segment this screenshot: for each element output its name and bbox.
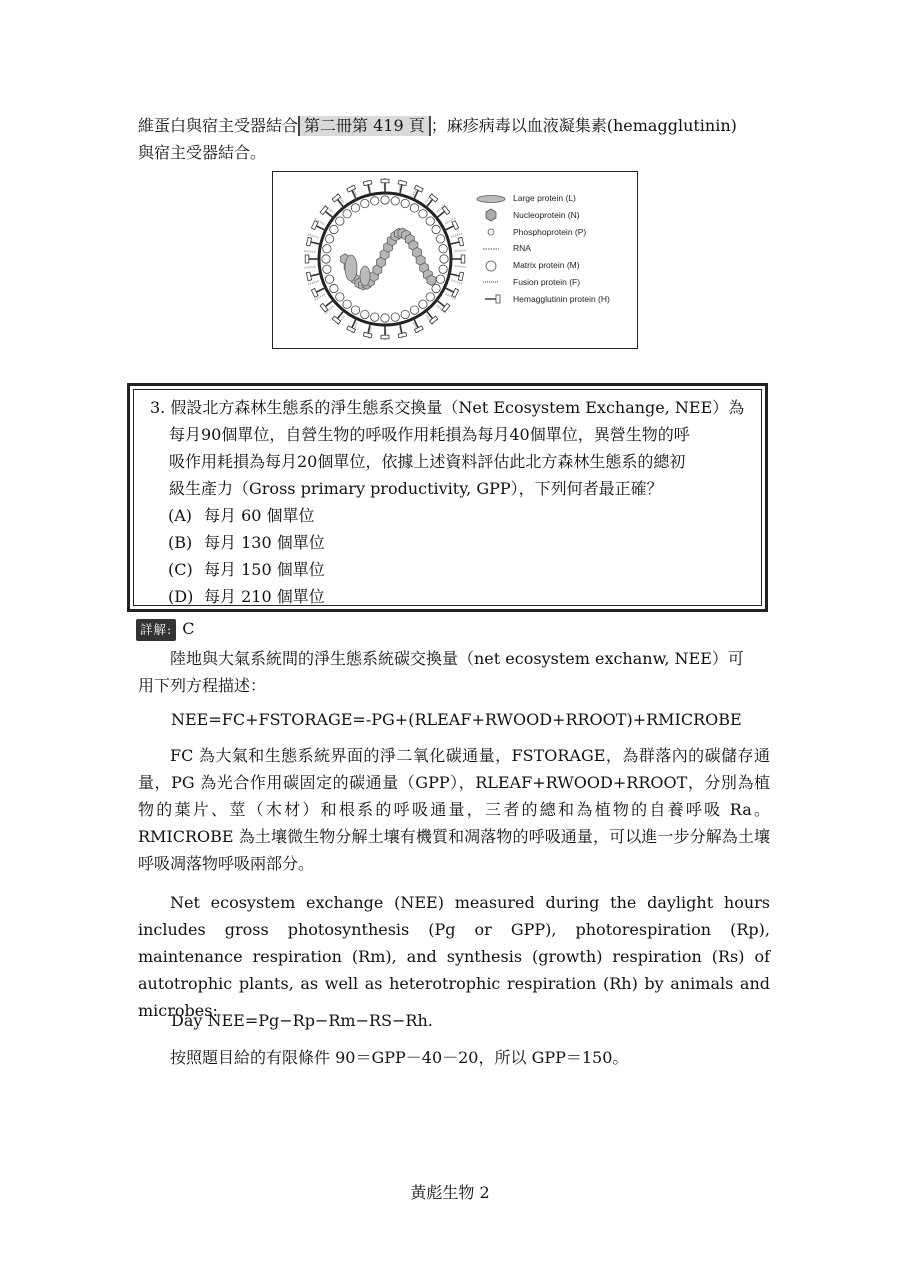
legend-row: Large protein (L) xyxy=(513,193,576,203)
page-footer: 黃彪生物 2 xyxy=(410,1183,490,1202)
intro-paragraph xyxy=(138,112,770,166)
answer-value: C xyxy=(182,619,195,638)
intro-text-line2: 與宿主受器結合。 xyxy=(138,143,267,162)
figure-legend xyxy=(513,190,610,308)
question-box xyxy=(127,383,768,612)
legend-icons xyxy=(471,172,511,348)
day-nee-equation: Day NEE=Pg−Rp−Rm−RS−Rh. xyxy=(171,1011,433,1030)
nucleoprotein-icon xyxy=(486,209,496,221)
question-number: 3. xyxy=(150,398,166,417)
question-text xyxy=(150,394,755,610)
question-line: 級生產力（Gross primary productivity, GPP），下列何者最正確？ xyxy=(169,479,663,498)
explanation-paragraph-1: 陸地與大氣系統間的淨生態系統碳交換量（net ecosystem exchanw, NEE）可 用下列方程描述： xyxy=(138,649,744,695)
textbook-reference: 第二冊第 419 頁 xyxy=(298,116,431,136)
option-d: (D) 每月 210 個單位 xyxy=(168,587,325,606)
legend-row: Phosphoprotein (P) xyxy=(513,226,587,237)
answer-tag: 詳解: xyxy=(136,619,176,641)
phosphoprotein-icon xyxy=(488,229,494,235)
explanation-conclusion: 按照題目給的有限條件 90＝GPP－40－20，所以 GPP＝150。 xyxy=(170,1048,629,1067)
option-a: (A) 每月 60 個單位 xyxy=(168,506,315,525)
intro-text-pre: 維蛋白與宿主受器結合 xyxy=(138,116,299,135)
legend-row: Hemagglutinin protein (H) xyxy=(513,293,610,304)
legend-row: Fusion protein (F) xyxy=(513,276,581,287)
option-c: (C) 每月 150 個單位 xyxy=(168,560,325,579)
nee-equation: NEE=FC+FSTORAGE=-PG+(RLEAF+RWOOD+RROOT)+RMICROBE xyxy=(171,710,742,729)
legend-row: Nucleoprotein (N) xyxy=(513,209,580,220)
hemagglutinin-protein-icon xyxy=(485,295,500,303)
legend-row: RNA xyxy=(513,243,531,254)
explanation-paragraph-3: Net ecosystem exchange (NEE) measured during the daylight hours includes gross photosynthesis (Pg or GPP), photorespiration (Rp), maintenance respiration (Rm), and synthesis (growth) respiration (Rs) of autotrophic plants, as well as heterotrophic respiration (Rh) by animals and microbes: xyxy=(138,893,770,1020)
measles-virus-figure xyxy=(272,171,638,349)
answer-line xyxy=(136,619,194,641)
option-b: (B) 每月 130 個單位 xyxy=(168,533,325,552)
question-line: 吸作用耗損為每月20個單位，依據上述資料評估此北方森林生態系的總初 xyxy=(169,452,686,471)
large-protein-icon xyxy=(477,196,505,203)
legend-row: Matrix protein (M) xyxy=(513,260,580,271)
matrix-protein-icon xyxy=(486,261,496,271)
intro-text-post: ；麻疹病毒以血液凝集素(hemagglutinin) xyxy=(430,116,737,135)
question-line: 每月90個單位，自營生物的呼吸作用耗損為每月40個單位，異營生物的呼 xyxy=(169,425,690,444)
question-line: 假設北方森林生態系的淨生態系交換量（Net Ecosystem Exchange, NEE）為 xyxy=(170,398,745,417)
explanation-paragraph-2: FC 為大氣和生態系統界面的淨二氧化碳通量，FSTORAGE，為群落內的碳儲存通量，PG 為光合作用碳固定的碳通量（GPP），RLEAF+RWOOD+RROOT，分別為植物的葉片、莖（木材）和根系的呼吸通量，三者的總和為植物的自養呼吸 Ra。RMICROBE 為土壤微生物分解土壤有機質和凋落物的呼吸通量，可以進一步分解為土壤呼吸凋落物呼吸兩部分。 xyxy=(138,746,770,873)
